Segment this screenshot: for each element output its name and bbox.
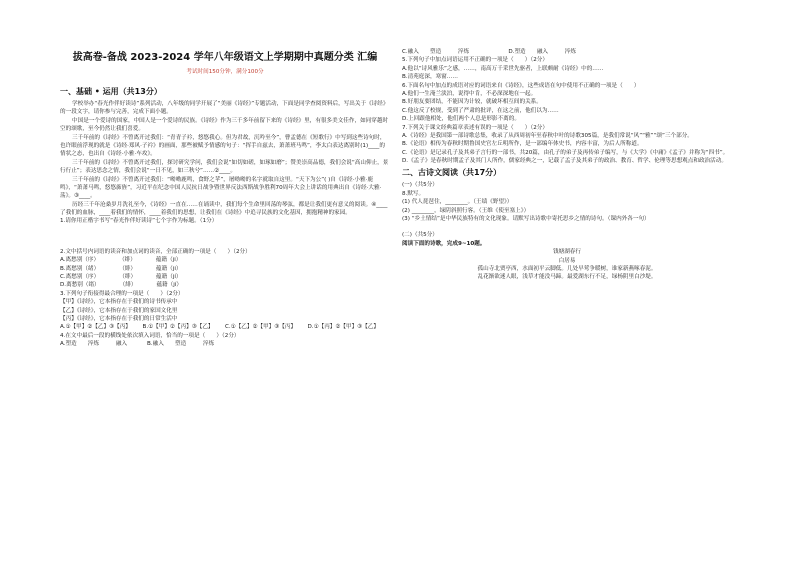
poem-line: 孤山寺北贾亭西，水面初平云脚低。几处早莺争暖树，谁家新燕啄春泥。	[477, 265, 657, 272]
left-column	[60, 84, 390, 349]
list-item: A.他们一生淹兰淡泊，说得中肯，不必深深地在一起。	[402, 90, 537, 97]
reading-instruction: 阅读下面的诗歌，完成9~10题。	[402, 240, 486, 247]
list-item: A.《诗经》是我国第一部诗歌总集，收录了从西周初年至春秋中叶的诗歌305篇，是我们常说“风”“雅”“颂”三个部分。	[402, 132, 693, 139]
option-row: B.离愁别（绪） （緋） 蕴籍（ji）	[60, 265, 182, 272]
list-item: 【丙】《诗经》，它本指存在于我们的日常生活中	[60, 315, 178, 322]
list-item: B.清苑庭深，寒窗……	[402, 74, 458, 81]
subsection-label: (一)（共5分）	[402, 182, 438, 189]
list-item: D.《孟子》是春秋时期孟子及其门人所作，儒家经典之一，记载了孟子及其弟子的政治、教育、哲学、伦理等思想观点和政治活动。	[402, 158, 727, 165]
poem-line: 乱花渐欲迷人眼，浅草才能没马蹄。最爱湖东行不足，绿杨阴里白沙堤。	[477, 274, 657, 281]
paragraph: 三千年前的《诗经》不曾离开过我们，探讨研究学问，我们会说“如切如磋，如琢如磨”；赞美崇高品德，我们会说“高山仰止，景行行止”；表达思念之情，我们会说“一日不见，如三秋兮”……②____。	[60, 159, 389, 175]
option-row: A.①【甲】②【乙】③【丙】 B.①【甲】②【丙】③【乙】 C.①【乙】②【甲】③【丙】 D.①【丙】②【甲】③【乙】	[60, 324, 379, 331]
option-row: A.离愁别（序） （绯） 蕴籍（ji）	[60, 257, 182, 264]
page-title: 拔高卷-备战 2023-2024 学年八年级语文上学期期中真题分类 汇编	[72, 52, 378, 63]
question-8: 8.默写。	[402, 190, 425, 197]
list-item: A.他以“诗风雅乐”之感，……，南高万千采世先驱者，上联颇耐《诗经》中的……	[402, 65, 604, 72]
exam-info: 考试时间150分钟，满分100分	[186, 69, 264, 75]
question-7: 7.下列关于课文经典篇章表述有误的一项是（ ）（2分）	[402, 124, 548, 131]
question-3: 3.下列句子衔接得最合理的一项是（ ）（2分）	[60, 290, 184, 297]
paragraph: 三千年前的《诗经》不曾离开过我们：“青青子衿，悠悠我心。但为君故，沉吟至今”，曹孟德在《短歌行》中写到这些诗句时，也许眼前浮现的就是《诗经·郑风·子衿》的画面，那些被赋予情感的句子：“挥手自兹去，萧萧班马鸣”，李太白表达离别时(1)____的情状之态，也出自《诗经·小雅·车攻》。	[60, 134, 386, 158]
section-heading-2: 二、古诗文阅读（共17分）	[402, 168, 502, 178]
question-1: 1.请你用正楷字书写“春光作伴好读诗”七个字作为标题。（1分）	[60, 218, 218, 225]
option-row: D.离愁别（绪） （緋） 蕴籍（jí）	[60, 282, 182, 289]
list-item: 【乙】《诗经》，它本指存在于我们的家国文化里	[60, 307, 178, 314]
question-4: 4.在文中最后一段的横线处依次填入词语，恰当的一项是（ ）（2分）	[60, 332, 240, 339]
list-item: D.上回跟他相处，他们两个人总是形影不离的。	[402, 116, 520, 123]
question-6: 6.下面名句中加点的成语对应的词语来自《诗经》，这些成语在句中使用不正确的一项是（ ）	[402, 82, 640, 89]
section-heading-1: 一、基础 • 运用（共13分）	[60, 87, 162, 96]
list-item: (2) ________，绿阴斜照行客。（王维《使至塞上》）	[402, 207, 530, 214]
question-5: 5.下列句子中加点词语运用不正确的一项是（ ）（2分）	[402, 57, 548, 64]
list-item: 【甲】《诗经》，它本指存在于我们的诗书传承中	[60, 299, 178, 306]
list-item: (3) “乡土情结”是中华民族特有的文化现象。请默写出诗歌中寄托思乡之情的诗句。（课内外各一句）	[402, 216, 650, 223]
list-item: B.《论语》相传为春秋时期鲁国史官左丘明所作，是一部编年体史书，内容丰富，为后人所称道。	[402, 141, 643, 148]
paragraph: 学校举办“春光作伴好读诗”系列活动，八年级的同学开展了“美丽《诗经》”专题活动，下面是同学查阅资料后，写出关于《诗经》的一段文字，请你参与完善，完成下面小题。	[60, 101, 389, 116]
question-2: 2.文中括号内词语的读音和加点词的读音，全部正确的一项是（ ）（2分）	[60, 248, 251, 255]
option-row: C.离愁别（序） （绯） 蕴籍（jí）	[60, 274, 182, 281]
subsection-label: (二)（共5分）	[402, 232, 438, 239]
paragraph: 中国是一个爱诗的国家，中国人是一个爱诗的民族。《诗经》作为三千多年前留下来的《诗经》里，有很多美文佳作，如同穿越时空的颂歌，至今仍然让我们喜爱。	[60, 117, 389, 133]
list-item: C.《论语》是记录孔子及其弟子言行的一部书，共20篇，由孔子的弟子及再传弟子编写，与《大学》《中庸》《孟子》并称为“四书”。	[402, 149, 729, 156]
poem-author: 白居易	[558, 257, 576, 264]
list-item: (1) 代人琵琶住，________。（王绩《野望》）	[402, 199, 513, 206]
paragraph: 历经三千年沧桑岁月洗礼至今，《诗经》一直在……在诵读中，我们每个生命里回荡的琴弦，都是让我们更有意义的阅读。④____了我们的血脉，____着我们的情怀，____着我们的思想，让我们在《诗经》中追寻民族的文化基因，拥抱精神的家园。	[60, 201, 388, 217]
poem-title: 钱塘湖春行	[553, 249, 581, 256]
paragraph: 三千年前的《诗经》不曾离开过我们：“呦呦鹿鸣，食野之苹”，屠呦呦的名字就取自这里。“天下为公”( )自《诗经·小雅·鹿鸣》，“萧萧马鸣，悠悠旆旌”，习近平在纪念中国人民抗日战争暨世界反法西斯战争胜利70周年大会上讲话的用典出自《诗经·大雅·荡》。③____。	[60, 176, 382, 200]
option-row: C.融入 塑造 淬炼 D.塑造 融入 淬炼	[402, 49, 576, 55]
option-row: A.塑造 淬炼 融入 B.融入 塑造 淬炼	[60, 341, 215, 348]
right-column	[402, 48, 732, 282]
list-item: B.好朋友要团结，不能因为计较，就破坏相互间的关系。	[402, 99, 542, 106]
list-item: C.他这反了校规，受到了严肃的批评，在这之前，他们以为……	[402, 107, 559, 114]
